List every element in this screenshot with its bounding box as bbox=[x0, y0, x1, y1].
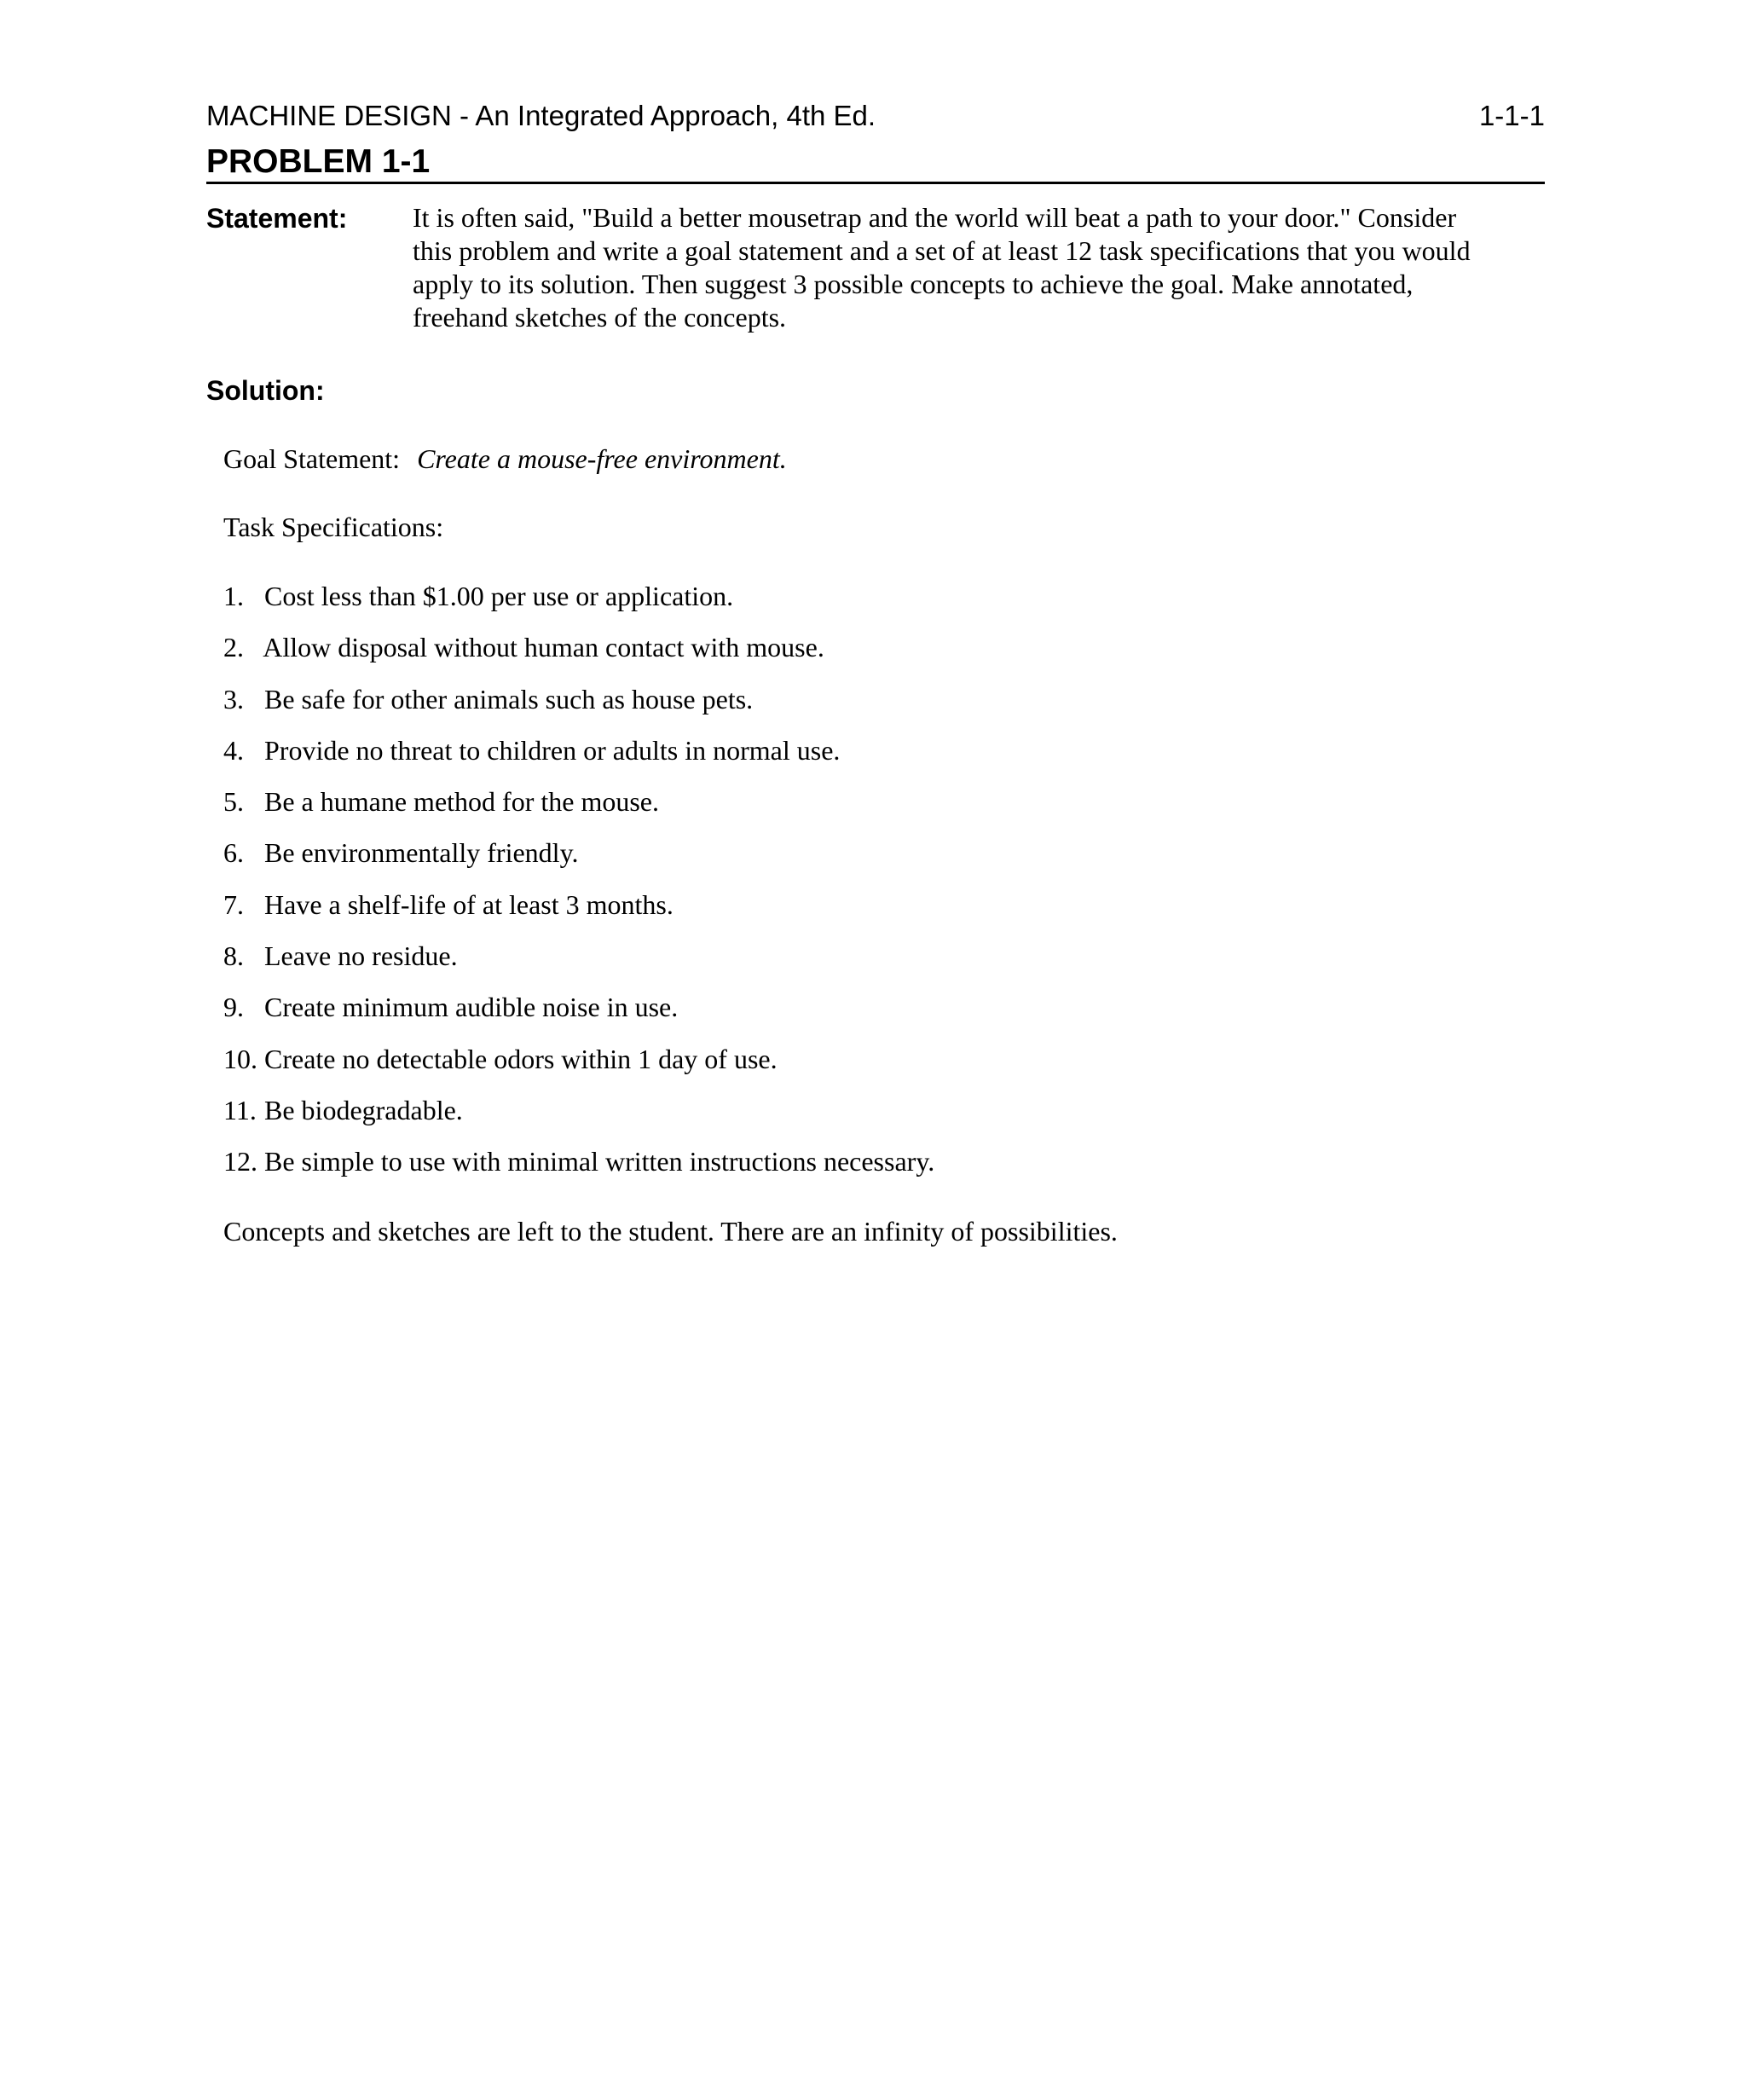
list-item bbox=[223, 1144, 934, 1195]
task-number: 9. bbox=[223, 992, 244, 1023]
statement-line: apply to its solution. Then suggest 3 possible concepts to achieve the goal. Make annotated, bbox=[413, 269, 1414, 299]
list-item bbox=[223, 733, 934, 784]
task-text: Allow disposal without human contact with mouse. bbox=[263, 632, 824, 663]
task-text: Be environmentally friendly. bbox=[264, 837, 579, 869]
task-number: 8. bbox=[223, 940, 244, 972]
page-number: 1-1-1 bbox=[1478, 100, 1545, 131]
task-text: Leave no residue. bbox=[264, 940, 458, 972]
list-item bbox=[223, 630, 934, 681]
goal-value: Create a mouse-free environment. bbox=[417, 443, 787, 474]
statement-text bbox=[413, 201, 1538, 334]
solution-label: Solution: bbox=[206, 375, 325, 406]
task-number: 6. bbox=[223, 837, 244, 869]
goal-statement bbox=[223, 442, 787, 476]
task-number: 5. bbox=[223, 786, 244, 818]
statement-line: It is often said, "Build a better mousetrap and the world will beat a path to your door." Consider bbox=[413, 202, 1457, 233]
task-number: 2. bbox=[223, 632, 244, 663]
task-text: Be safe for other animals such as house pets. bbox=[264, 683, 754, 714]
list-item bbox=[223, 990, 934, 1041]
task-number: 3. bbox=[223, 683, 244, 714]
task-text: Create minimum audible noise in use. bbox=[264, 992, 679, 1023]
task-text: Provide no threat to children or adults in normal use. bbox=[264, 734, 841, 766]
task-number: 11. bbox=[223, 1094, 257, 1125]
list-item bbox=[223, 888, 934, 939]
task-text: Be a humane method for the mouse. bbox=[264, 786, 659, 818]
task-number: 7. bbox=[223, 888, 244, 920]
task-number: 1. bbox=[223, 581, 244, 611]
list-item bbox=[223, 1093, 934, 1144]
statement-line: freehand sketches of the concepts. bbox=[413, 302, 787, 333]
task-text: Have a shelf-life of at least 3 months. bbox=[264, 888, 674, 920]
list-item bbox=[223, 939, 934, 990]
task-specifications-heading: Task Specifications: bbox=[223, 512, 444, 542]
book-title: MACHINE DESIGN - An Integrated Approach, 4th Ed. bbox=[206, 100, 876, 131]
statement-line: this problem and write a goal statement and a set of at least 12 task specifications that you would bbox=[413, 235, 1471, 266]
running-header bbox=[206, 96, 1545, 136]
statement-label: Statement: bbox=[206, 203, 348, 234]
task-specifications-list bbox=[223, 579, 934, 1196]
task-text: Be simple to use with minimal written instructions necessary. bbox=[264, 1146, 935, 1177]
task-text: Create no detectable odors within 1 day of use. bbox=[264, 1043, 778, 1074]
list-item bbox=[223, 682, 934, 733]
task-text: Be biodegradable. bbox=[264, 1094, 463, 1125]
list-item bbox=[223, 836, 934, 887]
problem-title: PROBLEM 1-1 bbox=[206, 142, 1545, 184]
list-item bbox=[223, 784, 934, 836]
goal-label: Goal Statement: bbox=[223, 443, 401, 474]
concepts-note: Concepts and sketches are left to the student. There are an infinity of possibilities. bbox=[223, 1216, 1118, 1247]
task-number: 4. bbox=[223, 734, 244, 766]
task-number: 12. bbox=[223, 1146, 257, 1177]
task-text: Cost less than $1.00 per use or application. bbox=[264, 581, 734, 611]
list-item bbox=[223, 1042, 934, 1093]
task-number: 10. bbox=[223, 1043, 257, 1074]
list-item bbox=[223, 579, 934, 630]
